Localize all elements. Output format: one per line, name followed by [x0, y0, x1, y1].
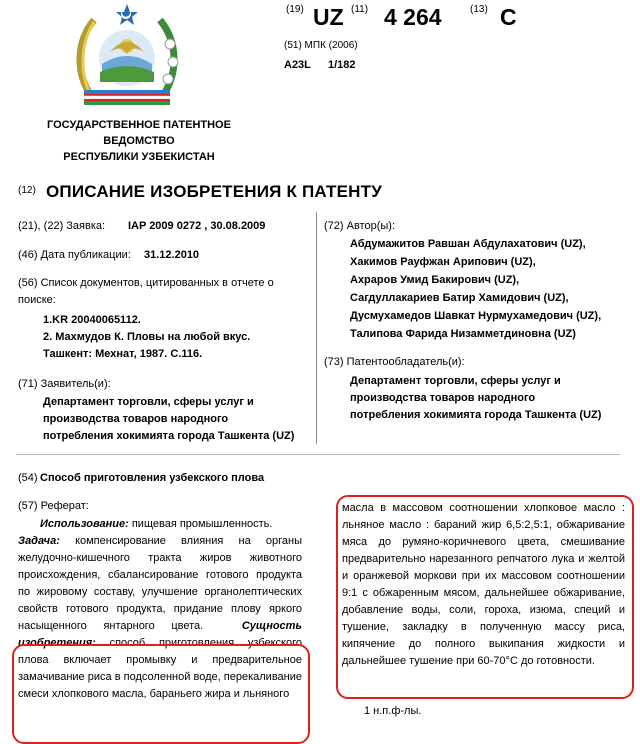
use-text: пищевая промышленность. — [128, 518, 273, 530]
owner-label: (73) Патентообладатель(и): — [324, 356, 465, 368]
cited-doc-1: 1.KR 20040065112. — [43, 314, 141, 326]
author-1: Абдумажитов Равшан Абдулахатович (UZ), — [350, 238, 586, 250]
applicant-line-3: потребления хокимията города Ташкента (UZ) — [43, 430, 295, 442]
author-4: Сагдуллакариев Батир Хамидович (UZ), — [350, 292, 569, 304]
owner-line-1: Департамент торговли, сферы услуг и — [350, 375, 561, 387]
application-value: IAP 2009 0272 , 30.08.2009 — [128, 220, 266, 232]
agency-line-2: ВЕДОМСТВО — [103, 135, 175, 147]
cited-label-1: (56) Список документов, цитированных в отчете о — [18, 277, 274, 289]
kind-code: C — [500, 4, 517, 30]
column-divider — [316, 212, 317, 444]
section-divider — [16, 454, 620, 455]
author-5: Дусмухамедов Шавкат Нурмухамедович (UZ), — [350, 310, 602, 322]
cited-doc-2a: 2. Махмудов К. Пловы на любой вкус. — [43, 331, 251, 343]
invention-title-code: (54) — [18, 472, 38, 484]
ipc-code: A23L — [284, 59, 311, 71]
cited-label-2: поиске: — [18, 294, 56, 306]
agency-name — [30, 117, 248, 165]
applicant-line-1: Департамент торговли, сферы услуг и — [43, 396, 254, 408]
state-emblem-icon — [70, 2, 184, 106]
code-19: (19) — [286, 4, 304, 15]
owner-line-3: потребления хокимията города Ташкента (UZ) — [350, 409, 602, 421]
author-3: Ахраров Умид Бакирович (UZ), — [350, 274, 520, 286]
doc-title: ОПИСАНИЕ ИЗОБРЕТЕНИЯ К ПАТЕНТУ — [46, 182, 382, 201]
use-label: Использование: — [40, 518, 129, 530]
agency-line-3: РЕСПУБЛИКИ УЗБЕКИСТАН — [63, 151, 215, 163]
agency-line-1: ГОСУДАРСТВЕННОЕ ПАТЕНТНОЕ — [47, 119, 231, 131]
applicant-label: (71) Заявитель(и): — [18, 378, 111, 390]
task-text: компенсирование влияния на органы желудочно-кишечного тракта жиров животного происхождения, сбалансирование готового продукта по жировому составу, улучшение органолептических свойств готового продукта, придание плову яркого насыщенного янтарного цвета. — [18, 535, 302, 632]
invention-title: Способ приготовления узбекского плова — [40, 472, 265, 484]
task-label: Задача: — [18, 535, 60, 547]
country-code: UZ — [313, 4, 344, 30]
claims-count: 1 н.п.ф-лы. — [364, 705, 422, 717]
applicant-line-2: производства товаров народного — [43, 413, 229, 425]
highlight-box-right — [336, 495, 634, 699]
patent-number: 4 264 — [384, 4, 442, 30]
abstract-label: (57) Реферат: — [18, 500, 89, 512]
essence-label: Сущность изобретения: — [18, 620, 302, 649]
author-6: Талипова Фарида Низамметдиновна (UZ) — [350, 328, 576, 340]
code-11: (11) — [351, 4, 369, 15]
cited-doc-2b: Ташкент: Мехнат, 1987. С.116. — [43, 348, 203, 360]
authors-label: (72) Автор(ы): — [324, 220, 395, 232]
ipc-header: (51) МПК (2006) — [284, 40, 358, 51]
essence-text: способ приготовления узбекского плова включает промывку и предварительное замачивание риса в подсоленной воде, перекаливание смеси хлопкового масла, бараньего жира и льняного — [18, 637, 302, 700]
doc-title-code: (12) — [18, 185, 36, 196]
ipc-subgroup: 1/182 — [328, 59, 356, 71]
code-13: (13) — [470, 4, 488, 15]
application-label: (21), (22) Заявка: — [18, 220, 106, 232]
publication-label: (46) Дата публикации: — [18, 249, 131, 261]
abstract-right-text: масла в массовом соотношении хлопковое масло : льняное масло : бараний жир 6,5:2,5:1, обжаривание мяса до румяно-коричневого цвета, смешивание предварительно нарезанного репчатого лука и желтой и оранжевой моркови при их массовом соотношении 9:1 с обжаренным мясом, дальнейшее обжаривание, добавление воды, соли, гороха, изюма, специй и тушение, закладку в полученную массу риса, кипячение до полного выкипания жидкости и дальнейшее тушение при 60-70°С до готовности. — [342, 502, 625, 667]
author-2: Хакимов Рауфжан Арипович (UZ), — [350, 256, 536, 268]
owner-line-2: производства товаров народного — [350, 392, 536, 404]
highlight-box-left — [12, 644, 310, 744]
publication-value: 31.12.2010 — [144, 249, 200, 261]
